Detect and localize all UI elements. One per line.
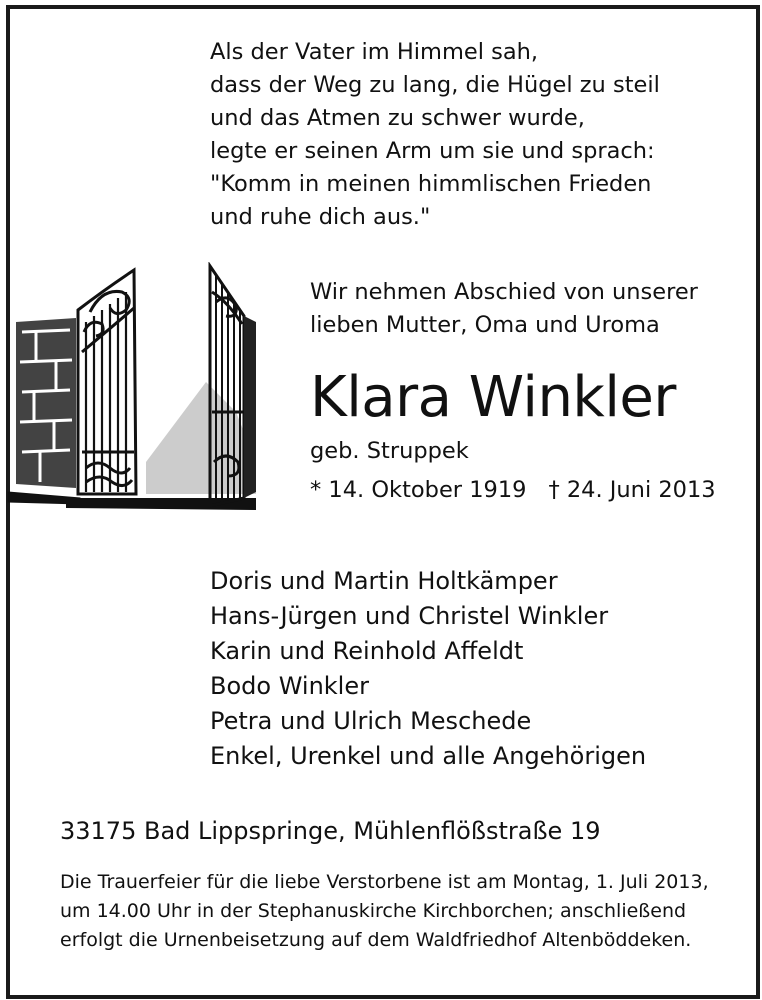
service-line: erfolgt die Urnenbeisetzung auf dem Waldfriedhof Altenböddeken. [60, 929, 692, 951]
death-date: † 24. Juni 2013 [548, 477, 716, 503]
service-line: um 14.00 Uhr in der Stephanuskirche Kirchborchen; anschließend [60, 900, 687, 922]
right-gate-leaf [210, 266, 256, 506]
poem-line: und das Atmen zu schwer wurde, [210, 105, 585, 131]
mourner-entry: Karin und Reinhold Affeldt [210, 637, 524, 665]
left-gate-leaf [78, 270, 136, 494]
poem [210, 36, 660, 234]
service-line: Die Trauerfeier für die liebe Verstorbene ist am Montag, 1. Juli 2013, [60, 871, 709, 893]
mourner-entry: Bodo Winkler [210, 672, 369, 700]
poem-line: legte er seinen Arm um sie und sprach: [210, 138, 655, 164]
deceased-name: Klara Winkler [310, 365, 676, 430]
farewell-text [310, 276, 698, 342]
life-dates [310, 475, 716, 505]
birth-date: * 14. Oktober 1919 [310, 477, 527, 503]
mourners-list [210, 564, 646, 774]
garden-gate-illustration [6, 262, 266, 514]
family-address: 33175 Bad Lippspringe, Mühlenflößstraße 19 [60, 817, 601, 845]
farewell-line: lieben Mutter, Oma und Uroma [310, 312, 660, 338]
mourner-entry: Petra und Ulrich Meschede [210, 707, 532, 735]
poem-line: dass der Weg zu lang, die Hügel zu steil [210, 72, 660, 98]
maiden-name: geb. Struppek [310, 438, 469, 464]
mourner-entry: Enkel, Urenkel und alle Angehörigen [210, 742, 647, 770]
farewell-line: Wir nehmen Abschied von unserer [310, 279, 698, 305]
funeral-service-info [60, 868, 709, 955]
stone-pillar [8, 318, 80, 504]
poem-line: "Komm in meinen himmlischen Frieden [210, 171, 652, 197]
mourner-entry: Doris und Martin Holtkämper [210, 567, 558, 595]
poem-line: und ruhe dich aus." [210, 204, 431, 230]
mourner-entry: Hans-Jürgen und Christel Winkler [210, 602, 609, 630]
poem-line: Als der Vater im Himmel sah, [210, 39, 539, 65]
